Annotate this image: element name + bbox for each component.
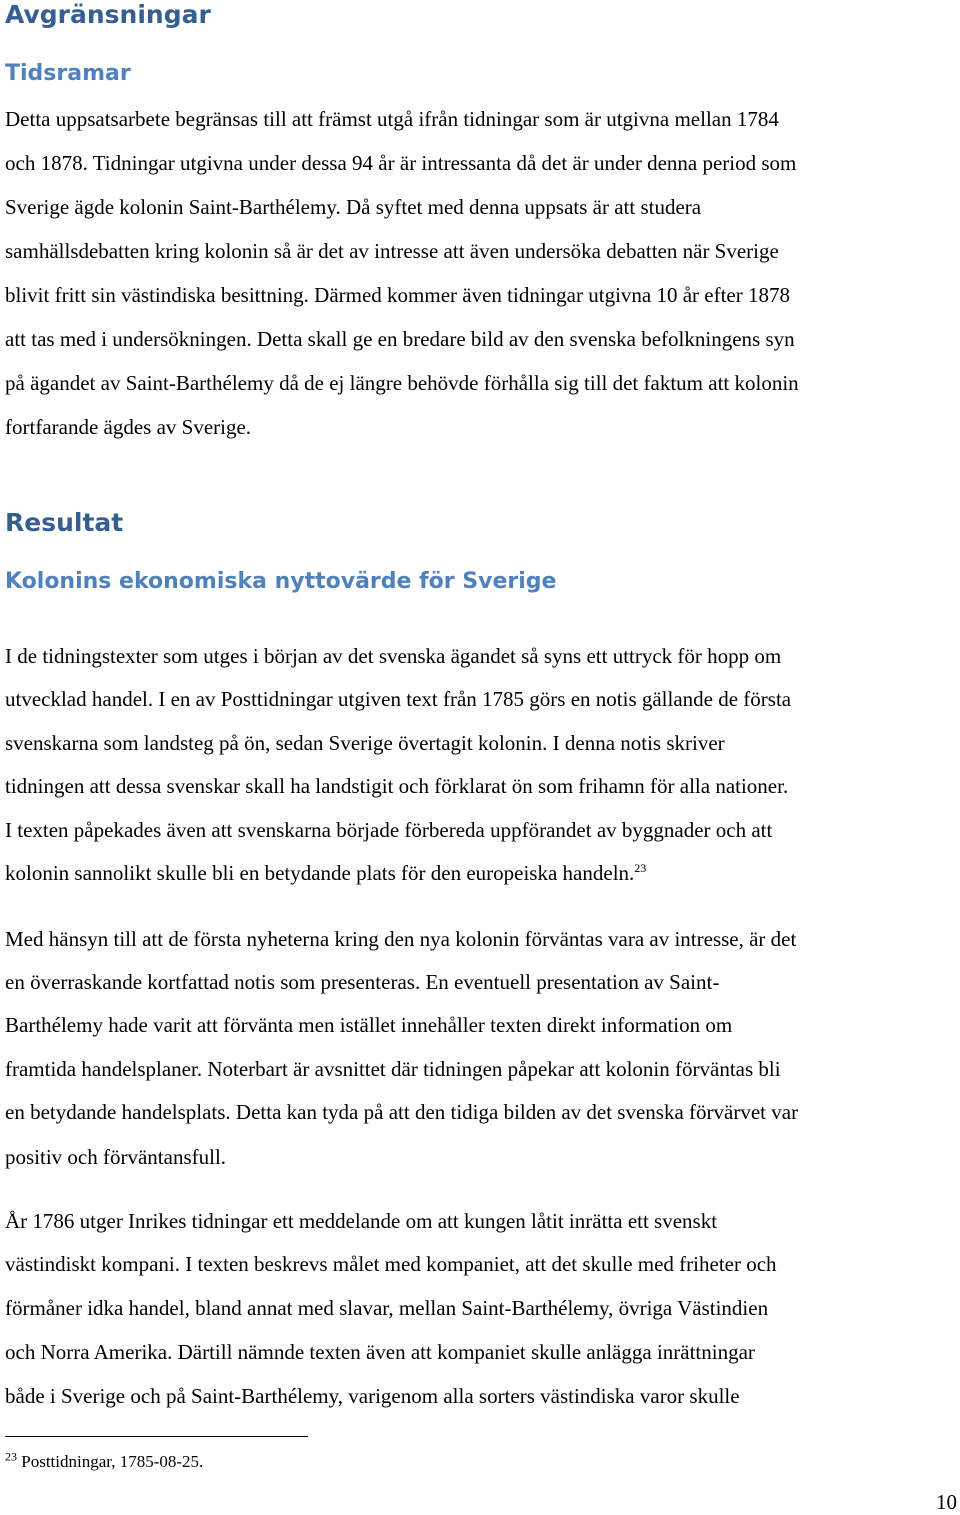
- paragraph-line: framtida handelsplaner. Noterbart är avsnittet där tidningen påpekar att kolonin förväntas bli: [5, 1057, 781, 1081]
- footnote-separator: [5, 1436, 308, 1437]
- paragraph-line: samhällsdebatten kring kolonin så är det av intresse att även undersöka debatten när Sverige: [5, 239, 779, 263]
- footnote-reference[interactable]: 23: [634, 861, 647, 875]
- footnote: [5, 1451, 203, 1473]
- paragraph-line: I de tidningstexter som utges i början av det svenska ägandet så syns ett uttryck för hopp om: [5, 644, 782, 668]
- paragraph-line: fortfarande ägdes av Sverige.: [5, 415, 252, 439]
- subsection-heading-kolonins: Kolonins ekonomiska nyttovärde för Sverige: [5, 569, 557, 594]
- paragraph-line: utvecklad handel. I en av Posttidningar utgiven text från 1785 görs en notis gällande de första: [5, 687, 792, 711]
- paragraph-line-text: kolonin sannolikt skulle bli en betydande plats för den europeiska handeln.: [5, 861, 635, 885]
- paragraph-line: Sverige ägde kolonin Saint-Barthélemy. Då syftet med denna uppsats är att studera: [5, 195, 702, 219]
- paragraph-line: en betydande handelsplats. Detta kan tyda på att den tidiga bilden av det svenska förvärvet var: [5, 1100, 799, 1124]
- paragraph-line: och Norra Amerika. Därtill nämnde texten även att kompaniet skulle anlägga inrättningar: [5, 1340, 755, 1364]
- paragraph-line: på ägandet av Saint-Barthélemy då de ej längre behövde förhålla sig till det faktum att kolonin: [5, 371, 799, 395]
- paragraph-line: Detta uppsatsarbete begränsas till att främst utgå ifrån tidningar som är utgivna mellan 1784: [5, 107, 779, 131]
- paragraph-line: blivit fritt sin västindiska besittning. Därmed kommer även tidningar utgivna 10 år efter 1878: [5, 283, 790, 307]
- section-heading-avgransningar: Avgränsningar: [5, 0, 211, 29]
- paragraph-line: År 1786 utger Inrikes tidningar ett meddelande om att kungen låtit inrätta ett svenskt: [5, 1209, 718, 1233]
- paragraph-line: en överraskande kortfattad notis som presenteras. En eventuell presentation av Saint-: [5, 970, 720, 994]
- paragraph-line: Barthélemy hade varit att förvänta men istället innehåller texten direkt information om: [5, 1013, 733, 1037]
- paragraph-line: västindiskt kompani. I texten beskrevs målet med kompaniet, att det skulle med friheter och: [5, 1252, 777, 1276]
- paragraph-line: svenskarna som landsteg på ön, sedan Sverige övertagit kolonin. I denna notis skriver: [5, 731, 725, 755]
- page-number: 10: [936, 1490, 957, 1514]
- paragraph-line-with-footnote: [5, 860, 646, 886]
- paragraph-line: förmåner idka handel, bland annat med slavar, mellan Saint-Barthélemy, övriga Västindien: [5, 1296, 769, 1320]
- section-heading-resultat: Resultat: [5, 508, 124, 537]
- paragraph-line: positiv och förväntansfull.: [5, 1145, 227, 1169]
- paragraph-line: Med hänsyn till att de första nyheterna kring den nya kolonin förväntas vara av intresse, är det: [5, 927, 797, 951]
- subsection-heading-tidsramar: Tidsramar: [5, 61, 131, 86]
- paragraph-line: tidningen att dessa svenskar skall ha landstigit och förklarat ön som frihamn för alla nationer.: [5, 774, 789, 798]
- footnote-text: Posttidningar, 1785-08-25.: [17, 1452, 204, 1471]
- paragraph-line: och 1878. Tidningar utgivna under dessa 94 år är intressanta då det är under denna period som: [5, 151, 797, 175]
- footnote-number: 23: [5, 1449, 17, 1464]
- paragraph-line: I texten påpekades även att svenskarna började förbereda uppförandet av byggnader och att: [5, 818, 773, 842]
- paragraph-line: både i Sverige och på Saint-Barthélemy, varigenom alla sorters västindiska varor skulle: [5, 1384, 740, 1408]
- paragraph-line: att tas med i undersökningen. Detta skall ge en bredare bild av den svenska befolkningens syn: [5, 327, 795, 351]
